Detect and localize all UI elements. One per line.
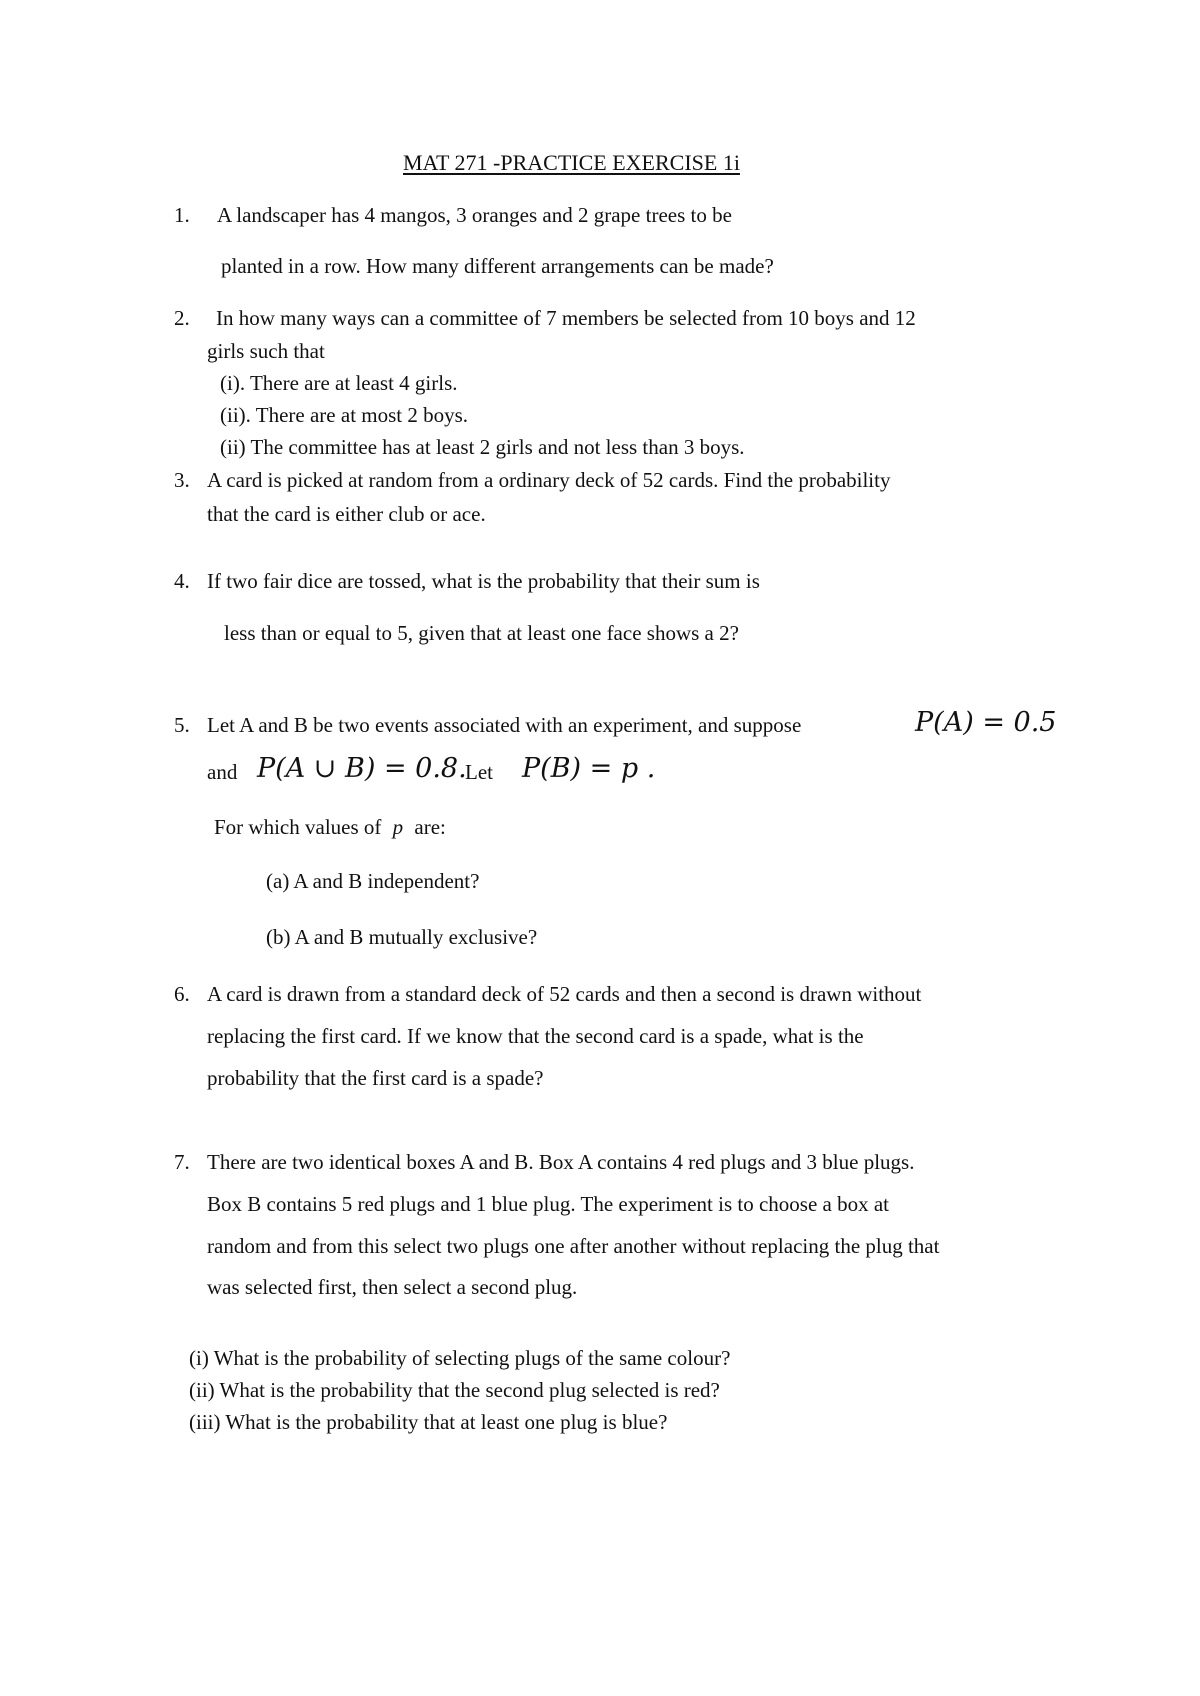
question-2-part-ii: (ii). There are at most 2 boys. [220, 403, 469, 427]
question-1-line-1: A landscaper has 4 mangos, 3 oranges and 2 grape trees to be [217, 203, 732, 227]
question-5-line-3-pre: For which values of [214, 815, 382, 839]
question-6-number: 6. [174, 982, 190, 1006]
question-4-line-2: less than or equal to 5, given that at least one face shows a 2? [224, 621, 739, 645]
question-6-line-3: probability that the first card is a spade? [207, 1066, 544, 1090]
formula-p-of-a-union-b: P(A ∪ B) = 0.8. [257, 753, 467, 784]
question-3-line-1: A card is picked at random from a ordinary deck of 52 cards. Find the probability [207, 468, 891, 492]
question-6-line-2: replacing the first card. If we know that the second card is a spade, what is the [207, 1024, 864, 1048]
question-1-number: 1. [174, 203, 190, 227]
formula-p-of-a: P(A) = 0.5 [915, 707, 1057, 738]
question-5-line-3 [214, 817, 446, 838]
question-2-number: 2. [174, 306, 190, 330]
question-3-number: 3. [174, 468, 190, 492]
question-2-part-i: (i). There are at least 4 girls. [220, 371, 458, 395]
question-6-line-1: A card is drawn from a standard deck of 52 cards and then a second is drawn without [207, 982, 922, 1006]
question-7-part-iii: (iii) What is the probability that at least one plug is blue? [189, 1410, 668, 1434]
question-5-and: and [207, 760, 238, 784]
variable-p: p [392, 815, 404, 839]
page-title: MAT 271 -PRACTICE EXERCISE 1i [403, 150, 740, 175]
question-7-part-ii: (ii) What is the probability that the second plug selected is red? [189, 1378, 720, 1402]
question-3-line-2: that the card is either club or ace. [207, 502, 486, 526]
question-5-number: 5. [174, 713, 190, 737]
question-2-line-1: In how many ways can a committee of 7 members be selected from 10 boys and 12 [216, 306, 916, 330]
question-5-let: Let [465, 760, 493, 784]
question-7-line-2: Box B contains 5 red plugs and 1 blue plug. The experiment is to choose a box at [207, 1192, 889, 1216]
question-2-line-2: girls such that [207, 339, 325, 363]
question-7-line-1: There are two identical boxes A and B. Box A contains 4 red plugs and 3 blue plugs. [207, 1150, 915, 1174]
question-7-line-3: random and from this select two plugs one after another without replacing the plug that [207, 1234, 940, 1258]
question-1-line-2: planted in a row. How many different arrangements can be made? [221, 254, 774, 278]
question-7-part-i: (i) What is the probability of selecting plugs of the same colour? [189, 1346, 731, 1370]
question-5-line-3-post: are: [414, 815, 446, 839]
question-4-line-1: If two fair dice are tossed, what is the probability that their sum is [207, 569, 760, 593]
question-5-part-a: (a) A and B independent? [266, 869, 480, 893]
question-2-part-iii: (ii) The committee has at least 2 girls and not less than 3 boys. [220, 435, 745, 459]
question-5-line-1: Let A and B be two events associated with an experiment, and suppose [207, 713, 802, 737]
question-4-number: 4. [174, 569, 190, 593]
question-7-line-4: was selected first, then select a second plug. [207, 1275, 578, 1299]
question-5-part-b: (b) A and B mutually exclusive? [266, 925, 538, 949]
formula-p-of-b: P(B) = p . [522, 753, 656, 784]
question-7-number: 7. [174, 1150, 190, 1174]
